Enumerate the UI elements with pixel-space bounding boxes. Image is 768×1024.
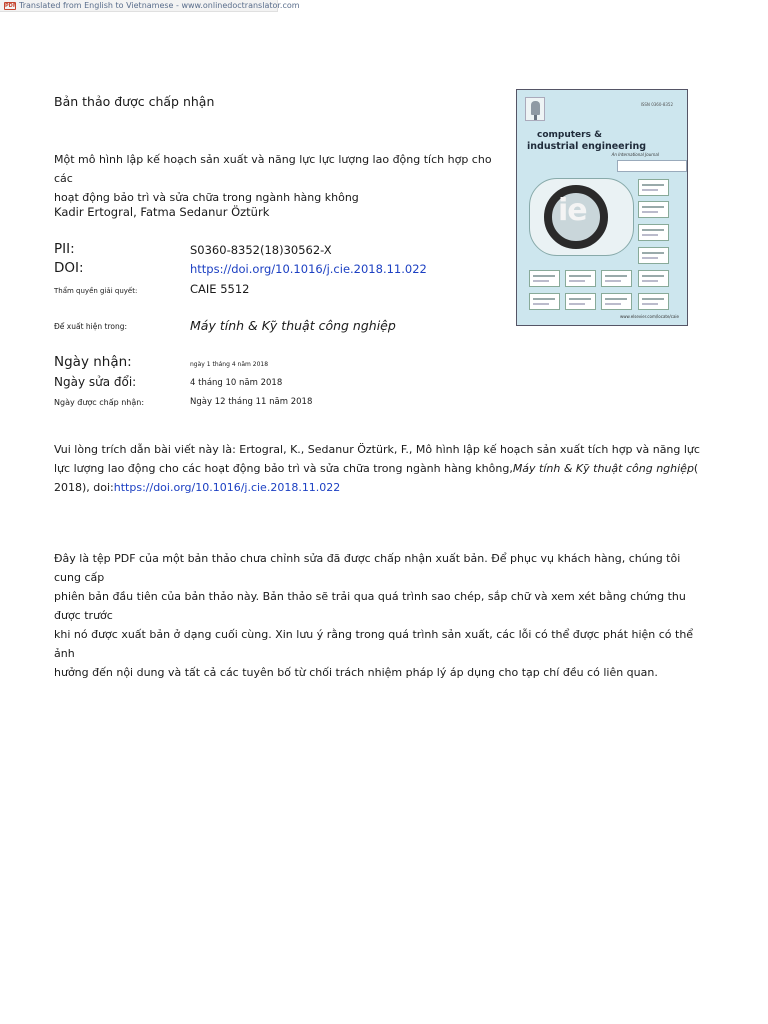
- cover-title-line-2: industrial engineering: [527, 141, 647, 152]
- notice-line-4: hưởng đến nội dung và tất cả các tuyên bố từ chối trách nhiệm pháp lý áp dụng cho tạp chí đều có liên quan.: [54, 666, 658, 679]
- citation-text: lực lượng lao động cho các hoạt động bảo trì và sửa chữa trong ngành hàng không,: [54, 462, 513, 475]
- paper-title-line-2: hoạt động bảo trì và sửa chữa trong ngành hàng không: [54, 191, 359, 204]
- authors: Kadir Ertogral, Fatma Sedanur Öztürk: [54, 205, 270, 219]
- cover-topic-box: [601, 270, 632, 287]
- cover-emblem-text: ie: [558, 193, 587, 228]
- reference-value: CAIE 5512: [190, 282, 250, 296]
- paper-title: [54, 150, 494, 207]
- doi-label: DOI:: [54, 260, 84, 276]
- revised-value: 4 tháng 10 năm 2018: [190, 378, 283, 388]
- cover-url: www.elsevier.com/locate/caie: [619, 314, 679, 319]
- cover-topic-box: [565, 270, 596, 287]
- accepted-manuscript-heading: Bản thảo được chấp nhận: [54, 94, 215, 109]
- cover-topic-box: [529, 270, 560, 287]
- pii-label: PII:: [54, 241, 75, 257]
- notice-paragraph: [54, 549, 709, 682]
- accepted-value: Ngày 12 tháng 11 năm 2018: [190, 397, 313, 407]
- citation-line-1: Vui lòng trích dẫn bài viết này là: Ertogral, K., Sedanur Öztürk, F., Mô hình lập kế hoạch sản xuất tích hợp và năng lực: [54, 443, 700, 456]
- doi-link[interactable]: https://doi.org/10.1016/j.cie.2018.11.022: [190, 262, 427, 276]
- pii-value: S0360-8352(18)30562-X: [190, 243, 332, 257]
- cover-topic-box: [638, 270, 669, 287]
- citation-line-3: [54, 478, 709, 497]
- cover-topic-box: [601, 293, 632, 310]
- cover-topic-box: [638, 247, 669, 264]
- cover-emblem: [529, 178, 634, 256]
- notice-line-2: phiên bản đầu tiên của bản thảo này. Bản thảo sẽ trải qua quá trình sao chép, sắp chữ và xem xét bằng chứng thu được trước: [54, 590, 686, 622]
- journal-name: Máy tính & Kỹ thuật công nghiệp: [190, 318, 396, 333]
- cover-topic-box: [638, 179, 669, 196]
- revised-label: Ngày sửa đổi:: [54, 375, 137, 389]
- citation-line-2: [54, 459, 709, 478]
- appear-in-label: Để xuất hiện trong:: [54, 322, 128, 331]
- citation-year: 2018), doi:: [54, 481, 114, 494]
- elsevier-tree-logo: [525, 97, 545, 121]
- cover-topic-box: [565, 293, 596, 310]
- translation-banner[interactable]: [0, 0, 300, 12]
- cover-issn: ISSN 0360-8352: [640, 102, 673, 107]
- cover-topic-box: [638, 224, 669, 241]
- citation-paren: (: [693, 462, 699, 475]
- journal-cover: [516, 89, 688, 326]
- cover-topic-box: [529, 293, 560, 310]
- citation-paragraph: [54, 440, 709, 497]
- cover-topic-box: [638, 201, 669, 218]
- cover-volume-bar: [617, 160, 687, 172]
- cover-subtitle: An International Journal: [611, 152, 659, 157]
- cover-title-line-1: computers &: [537, 130, 602, 140]
- pdf-icon: PDF: [5, 2, 17, 9]
- citation-journal: Máy tính & Kỹ thuật công nghiệp: [512, 462, 694, 475]
- cover-topic-box: [638, 293, 669, 310]
- accepted-label: Ngày được chấp nhận:: [54, 398, 145, 407]
- citation-doi-link[interactable]: https://doi.org/10.1016/j.cie.2018.11.022: [113, 481, 341, 494]
- notice-line-1: Đây là tệp PDF của một bản thảo chưa chỉnh sửa đã được chấp nhận xuất bản. Để phục vụ khách hàng, chúng tôi cung cấp: [54, 552, 681, 584]
- paper-title-line-1: Một mô hình lập kế hoạch sản xuất và năng lực lực lượng lao động tích hợp cho các: [54, 153, 492, 185]
- banner-text[interactable]: Translated from English to Vietnamese - www.onlinedoctranslator.com: [19, 1, 300, 10]
- reference-label: Thẩm quyền giải quyết:: [54, 287, 138, 295]
- received-value: ngày 1 tháng 4 năm 2018: [190, 361, 269, 368]
- notice-line-3: khi nó được xuất bản ở dạng cuối cùng. Xin lưu ý rằng trong quá trình sản xuất, các lỗi có thể được phát hiện có thể ảnh: [54, 628, 694, 660]
- received-label: Ngày nhận:: [54, 354, 132, 370]
